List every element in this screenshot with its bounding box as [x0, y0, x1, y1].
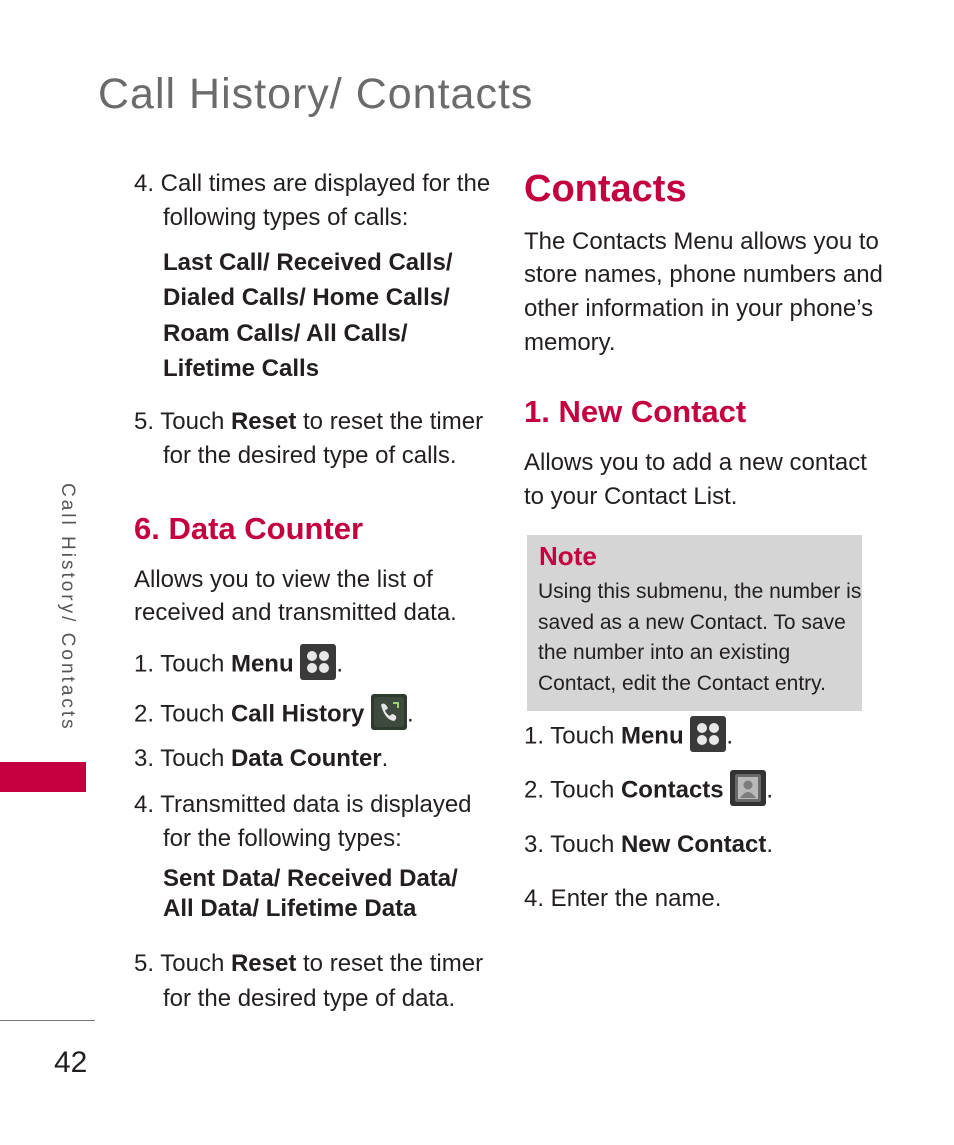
data-counter-intro-line-1: Allows you to view the list of	[134, 566, 433, 593]
call-type: Home Calls	[312, 284, 444, 311]
new-contact-intro-line-2: to your Contact List.	[524, 483, 738, 510]
menu-label: Menu	[230, 650, 294, 678]
contacts-intro-line-1: The Contacts Menu allows you to	[524, 228, 879, 255]
call-type: Received Calls	[276, 249, 446, 276]
data-counter-heading: 6. Data Counter	[134, 511, 364, 546]
dc-step-2: 2. Touch Call History .	[134, 697, 414, 733]
dc-step-5-line-2: for the desired type of data.	[163, 985, 456, 1012]
dc-step-5-line-1: 5. Touch Reset to reset the timer	[134, 950, 484, 977]
step-5-line-1: 5. Touch Reset to reset the timer	[134, 408, 484, 435]
nc-step-1: 1. Touch Menu .	[524, 719, 733, 755]
data-type: Sent Data	[163, 865, 274, 892]
call-type: Lifetime Calls	[163, 355, 320, 382]
step-5-line-2: for the desired type of calls.	[163, 442, 457, 469]
note-line: the number into an existing	[538, 641, 791, 664]
menu-grid-icon	[690, 716, 726, 752]
data-counter-intro-line-2: received and transmitted data.	[134, 599, 457, 626]
data-counter-label: Data Counter	[230, 745, 382, 772]
call-history-label: Call History	[230, 700, 365, 728]
call-types-line-4	[163, 352, 319, 386]
nc-step-4: 4. Enter the name.	[524, 885, 722, 912]
data-type: All Data	[163, 895, 253, 922]
note-line: Contact, edit the Contact entry.	[538, 671, 826, 695]
new-contact-heading: 1. New Contact	[524, 394, 747, 429]
reset-label: Reset	[230, 408, 297, 435]
contacts-icon	[730, 770, 766, 806]
nc-step-3: 3. Touch New Contact.	[524, 831, 773, 858]
call-type: All Calls	[306, 320, 401, 347]
note-line: saved as a new Contact. To save	[538, 610, 846, 634]
call-types-line-1: Last Call/ Received Calls/	[163, 249, 453, 276]
new-contact-label: New Contact	[620, 831, 767, 858]
call-types-line-2: Dialed Calls/ Home Calls/	[163, 284, 450, 311]
dc-step-1: 1. Touch Menu .	[134, 647, 343, 683]
contacts-intro-line-2: store names, phone numbers and	[524, 261, 883, 288]
new-contact-intro-line-1: Allows you to add a new contact	[524, 449, 867, 476]
reset-label: Reset	[230, 950, 297, 977]
data-types-line-2: All Data/ Lifetime Data	[163, 895, 417, 922]
note-title: Note	[539, 541, 597, 571]
contacts-intro-line-4: memory.	[524, 329, 616, 356]
contacts-heading: Contacts	[524, 168, 687, 210]
side-tab-label: Call History/ Contacts	[57, 483, 78, 732]
dc-step-4-line-1: 4. Transmitted data is displayed	[134, 791, 472, 818]
call-type: Last Call	[163, 249, 264, 276]
data-types-line-1: Sent Data/ Received Data/	[163, 865, 458, 892]
dc-step-4-line-2: for the following types:	[163, 825, 402, 852]
call-history-icon	[371, 694, 407, 730]
note-body	[538, 577, 861, 699]
data-type: Received Data	[287, 865, 452, 892]
contacts-intro-line-3: other information in your phone’s	[524, 295, 874, 322]
note-line: Using this submenu, the number is	[538, 580, 862, 603]
menu-grid-icon	[300, 644, 336, 680]
contacts-label: Contacts	[620, 776, 724, 804]
footer-divider	[0, 1020, 95, 1021]
call-types-line-3: Roam Calls/ All Calls/	[163, 320, 408, 347]
menu-label: Menu	[620, 722, 684, 750]
call-type: Roam Calls	[163, 320, 294, 347]
note-box	[527, 535, 862, 711]
data-type: Lifetime Data	[265, 895, 417, 922]
step-4-line-2: following types of calls:	[163, 204, 409, 231]
step-4-line-1: 4. Call times are displayed for the	[134, 170, 491, 197]
page-title: Call History/ Contacts	[98, 70, 534, 118]
dc-step-3: 3. Touch Data Counter.	[134, 745, 389, 772]
page-number: 42	[54, 1046, 88, 1079]
call-type: Dialed Calls	[163, 284, 300, 311]
nc-step-2: 2. Touch Contacts .	[524, 773, 773, 809]
side-tab-marker	[0, 762, 86, 792]
